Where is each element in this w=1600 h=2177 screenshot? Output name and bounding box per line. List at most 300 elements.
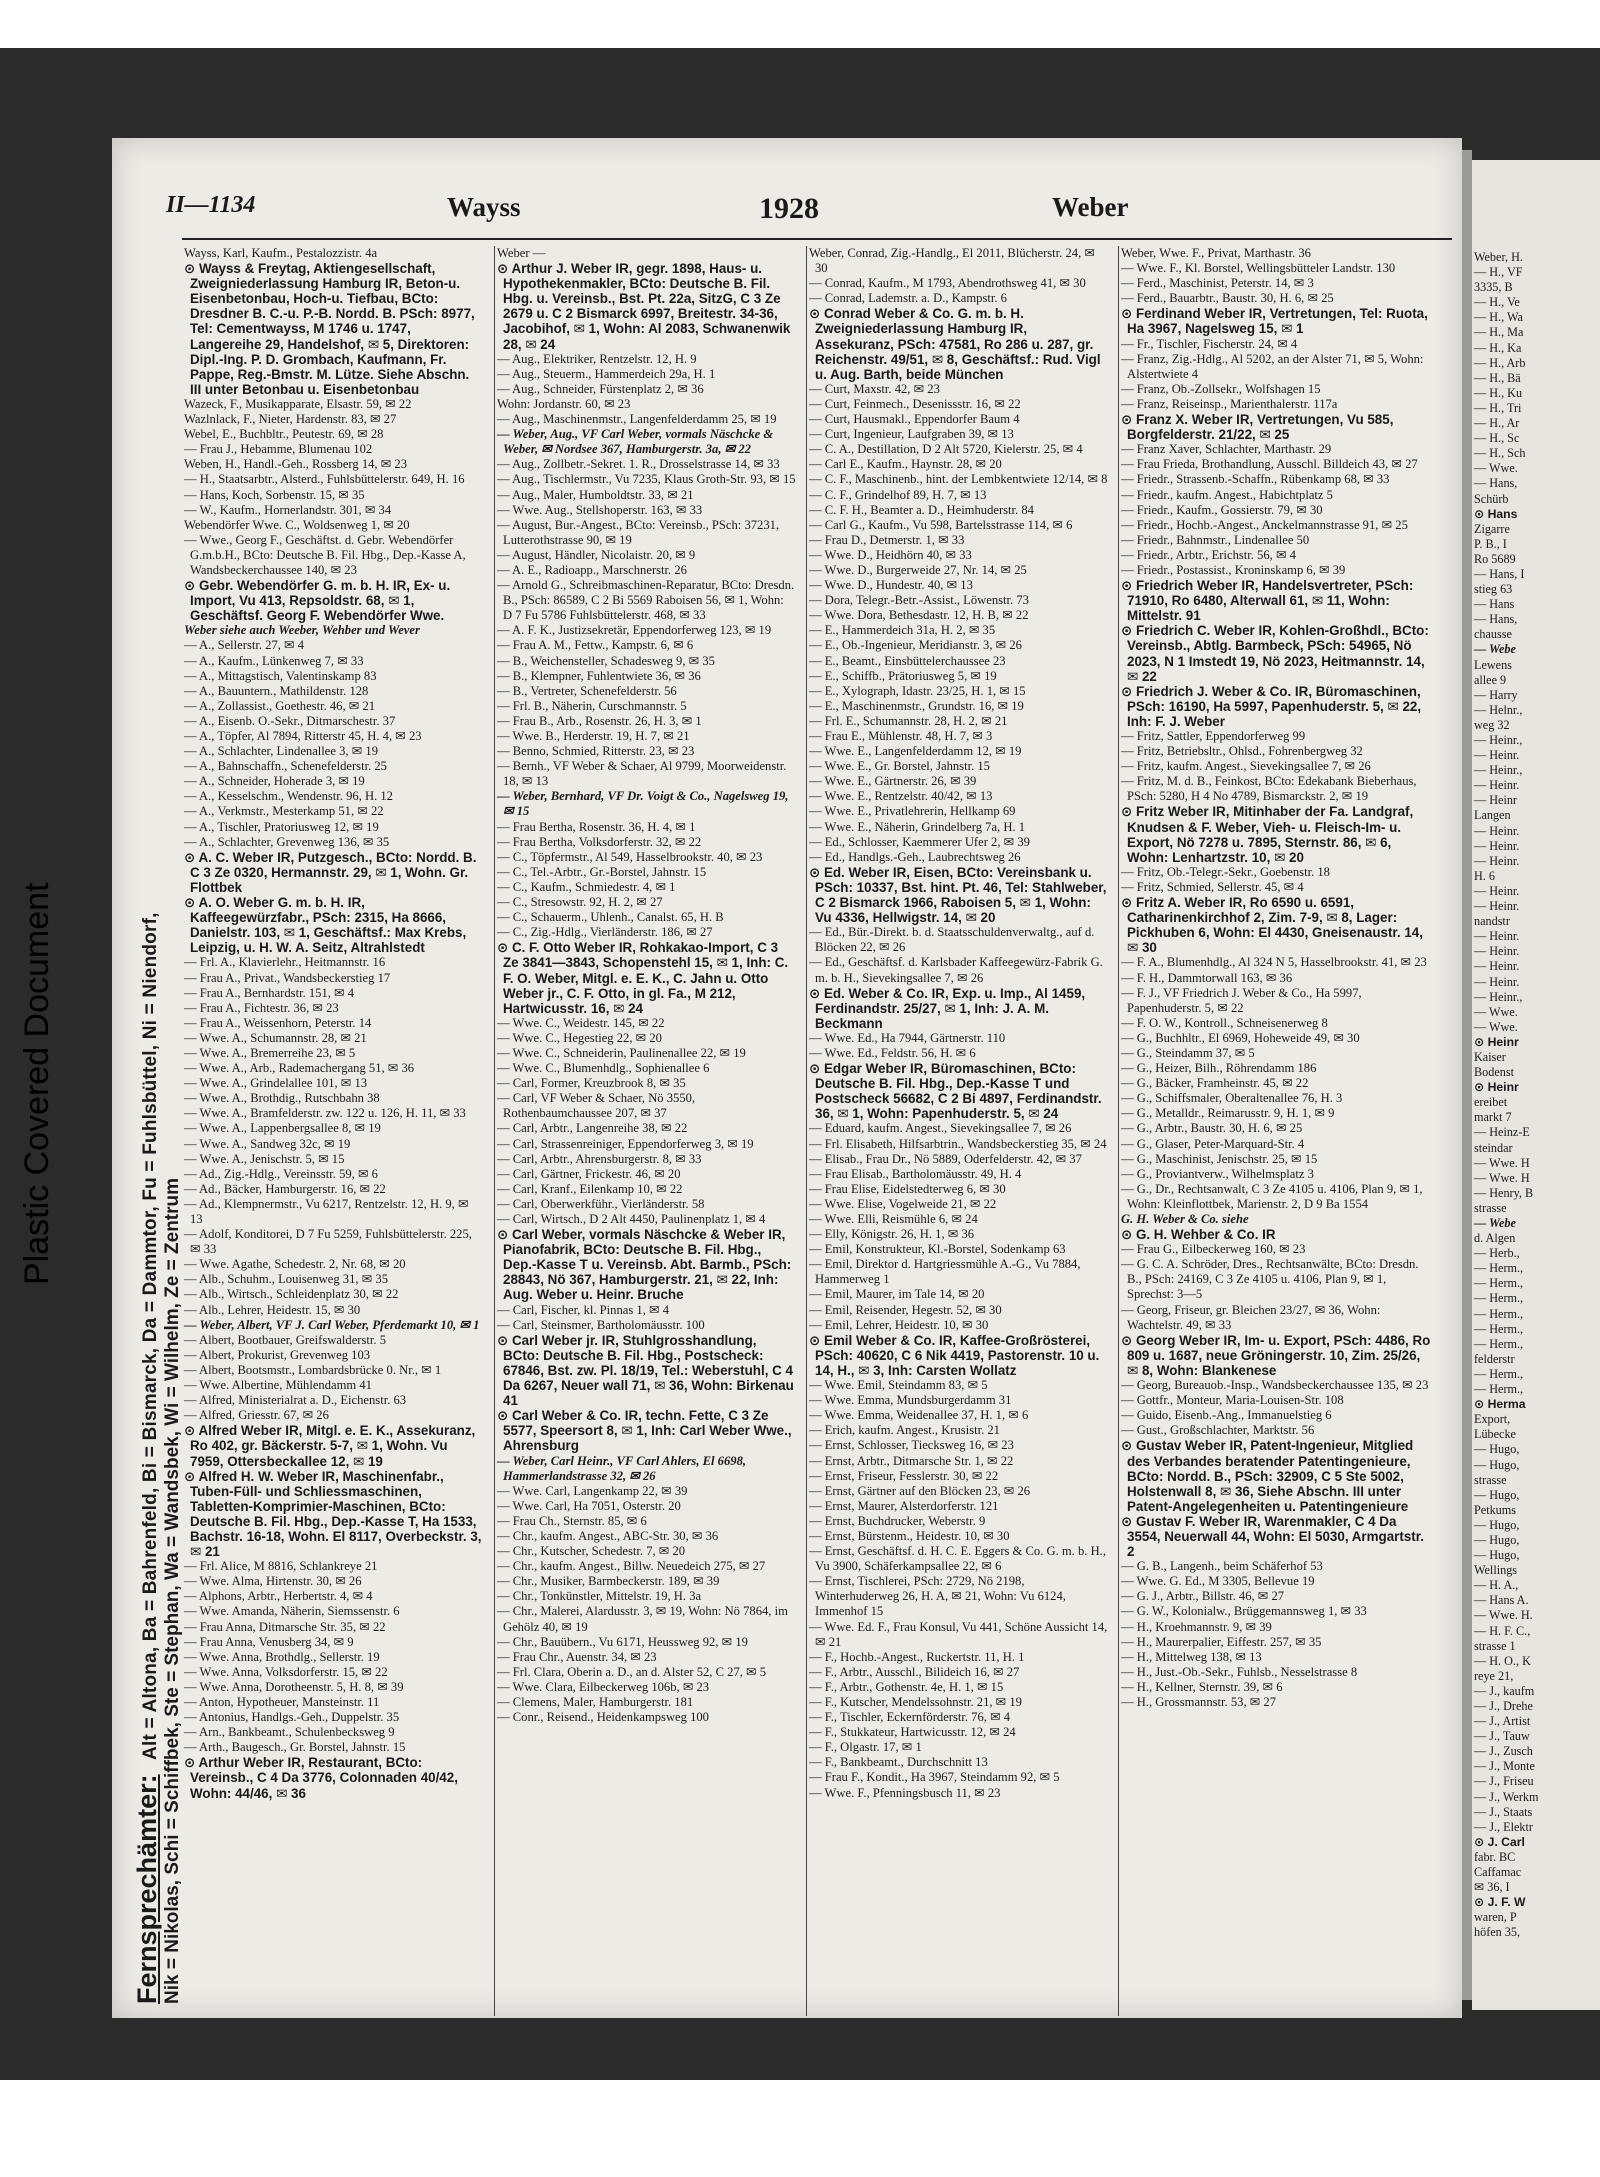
directory-entry: — Friedr., kaufm. Angest., Habichtplatz 5 (1121, 487, 1333, 502)
directory-entry: — Guido, Eisenb.-Ang., Immanuelstieg 6 (1121, 1408, 1332, 1423)
directory-entry: — Hans, Koch, Sorbenstr. 15, ✉ 35 (184, 487, 365, 502)
directory-entry: — Weber, Albert, VF J. Carl Weber, Pferdemarkt 10, ✉ 1 (184, 1317, 480, 1332)
directory-entry: — Emil, Reisender, Hegestr. 52, ✉ 30 (809, 1302, 1002, 1317)
next-page-entry: reye 21, (1474, 1668, 1514, 1683)
directory-entry: — Friedr., Hochb.-Angest., Anckelmannstrasse 91, ✉ 25 (1121, 517, 1408, 532)
directory-entry: — F., Olgastr. 17, ✉ 1 (809, 1740, 922, 1755)
directory-entry: — Conrad, Kaufm., M 1793, Abendrothsweg 41, ✉ 30 (809, 276, 1086, 291)
directory-entry: — G., Bäcker, Framheinstr. 45, ✉ 22 (1121, 1076, 1309, 1091)
directory-entry: — Wwe. Clara, Eilbeckerweg 106b, ✉ 23 (497, 1679, 710, 1694)
directory-entry: — Georg, Friseur, gr. Bleichen 23/27, ✉ 36, Wohn: Wachtelstr. 49, ✉ 33 (1121, 1302, 1381, 1332)
directory-entry: — E., Ob.-Ingenieur, Meridianstr. 3, ✉ 26 (809, 638, 1022, 653)
directory-entry: — Albert, Bootsmstr., Lombardsbrücke 0. Nr., ✉ 1 (184, 1362, 442, 1377)
directory-entry: — Curt, Ingenieur, Laufgraben 39, ✉ 13 (809, 427, 1014, 442)
directory-entry: — Wwe. Aug., Stellshoperstr. 163, ✉ 33 (497, 502, 703, 517)
next-page-entry: — Hugo, (1474, 1532, 1520, 1547)
page-number: II—1134 (166, 192, 256, 218)
next-page-entry: — Heinr (1474, 793, 1517, 808)
directory-entry: — C., Kaufm., Schmiedestr. 4, ✉ 1 (497, 879, 676, 894)
directory-entry: — Bernh., VF Weber & Schaer, Al 9799, Moorweidenstr. 18, ✉ 13 (497, 759, 787, 789)
next-page-entry: — Hugo, (1474, 1457, 1520, 1472)
directory-entry: — Ferd., Bauarbtr., Baustr. 30, H. 6, ✉ 25 (1121, 291, 1334, 306)
directory-entry: Wohn: Jordanstr. 60, ✉ 23 (497, 396, 631, 411)
directory-entry: — Alfred, Ministerialrat a. D., Eichenstr. 63 (184, 1393, 407, 1408)
directory-entry: — Emil, Konstrukteur, Kl.-Borstel, Sodenkamp 63 (809, 1242, 1066, 1257)
directory-entry: — E., Schiffb., Prätoriusweg 5, ✉ 19 (809, 668, 997, 683)
directory-entry: — A., Schneider, Hoherade 3, ✉ 19 (184, 774, 365, 789)
next-page-entry: — Hans A. (1474, 1593, 1529, 1608)
next-page-entry: P. B., I (1474, 536, 1507, 551)
directory-entry: — Wwe. A., Grindelallee 101, ✉ 13 (184, 1076, 368, 1091)
directory-entry: — B., Vertreter, Schenefelderstr. 56 (497, 683, 677, 698)
directory-entry: — Arnold G., Schreibmaschinen-Reparatur, BCto: Dresdn. B., PSch: 86589, C 2 Bi 5569 Raboisen 56, ✉ 1, Wohn: D 7 Fu 5786 Fuhlsbüttelerstr. 468, ✉ 33 (497, 578, 795, 623)
directory-entry: — Ernst, Tischlerei, PSch: 2729, Nö 2198, Winterhuderweg 26, H. A, ✉ 21, Wohn: Vu 6124, Immenhof 15 (809, 1574, 1066, 1619)
directory-page (112, 138, 1462, 2018)
directory-entry: ⊙ Arthur Weber IR, Restaurant, BCto: Vereinsb., C 4 Da 3776, Colonnaden 40/42, Wohn: 44/46, ✉ 36 (184, 1755, 458, 1801)
directory-entry: ⊙ Friedrich C. Weber IR, Kohlen-Großhdl., BCto: Vereinsb., Abtlg. Barmbeck, PSch: 54965, Nö 2023, N 1 Imstedt 19, Nö 2023, Heitmannstr. 14, ✉ 22 (1121, 623, 1429, 684)
directory-entry: ⊙ Ed. Weber & Co. IR, Exp. u. Imp., Al 1459, Ferdinandstr. 25/27, ✉ 1, Inh: J. A. M. Beckmann (809, 985, 1086, 1031)
directory-entry: — Clemens, Maler, Hamburgerstr. 181 (497, 1695, 694, 1709)
next-page-entry: — Hans, (1474, 476, 1518, 491)
next-page-entry: waren, P (1474, 1910, 1517, 1925)
directory-entry: — Chr., Bauübern., Vu 6171, Heussweg 92, ✉ 19 (497, 1634, 748, 1649)
directory-entry: — Alb., Wirtsch., Schleidenplatz 30, ✉ 22 (184, 1287, 399, 1302)
directory-entry: — F. O. W., Kontroll., Schneisenerweg 8 (1121, 1015, 1328, 1030)
directory-entry: — Frau A. M., Fettw., Kampstr. 6, ✉ 6 (497, 638, 694, 653)
directory-entry: — G. W., Kolonialw., Brüggemannsweg 1, ✉ 33 (1121, 1604, 1367, 1619)
directory-entry: — Wwe. Agathe, Schedestr. 2, Nr. 68, ✉ 20 (184, 1257, 406, 1272)
directory-entry: — Curt, Hausmakl., Eppendorfer Baum 4 (809, 412, 1020, 427)
exchange-legend (112, 254, 184, 2004)
directory-entry: — E., Hammerdeich 31a, H. 2, ✉ 35 (809, 623, 996, 638)
directory-entry: — Wwe. Anna, Brothdlg., Sellerstr. 19 (184, 1649, 380, 1664)
next-page-entry: — Hans, (1474, 612, 1518, 627)
directory-entry: ⊙ C. F. Otto Weber IR, Rohkakao-Import, C 3 Ze 3841—3843, Schopenstehl 15, ✉ 1, Inh: C. F. O. Weber, Mitgl. e. E. K., C. Jahn u. Otto Weber jr., C. F. Otto, in gl. Fa., M 212, Hartwicusstr. 16, ✉ 24 (497, 940, 789, 1016)
directory-entry: Weber, Wwe. F., Privat, Marthastr. 36 (1121, 246, 1311, 260)
directory-entry: — Gottfr., Monteur, Maria-Louisen-Str. 108 (1121, 1393, 1344, 1408)
directory-entry: — Wwe. Carl, Ha 7051, Osterstr. 20 (497, 1498, 681, 1513)
next-page-entry: — Heinr. (1474, 959, 1520, 974)
next-page-entry: — J., Artist (1474, 1714, 1531, 1729)
directory-entry: — Emil, Lehrer, Heidestr. 10, ✉ 30 (809, 1317, 989, 1332)
directory-entry: — Frau Chr., Auenstr. 34, ✉ 23 (497, 1649, 657, 1664)
directory-entry: — August, Händler, Nicolaistr. 20, ✉ 9 (497, 547, 696, 562)
directory-entry: — C., Schauerm., Uhlenh., Canalst. 65, H. B (497, 910, 724, 925)
next-page-entry: — J., Monte (1474, 1759, 1535, 1774)
next-page-entry: allee 9 (1474, 672, 1507, 687)
directory-entry: — Carl, VF Weber & Schaer, Nö 3550, Rothenbaumchaussee 207, ✉ 37 (497, 1091, 696, 1121)
directory-entry: — G., Dr., Rechtsanwalt, C 3 Ze 4105 u. 4106, Plan 9, ✉ 1, Wohn: Kleinflottbek, Marienstr. 2, D 9 Ba 1554 (1121, 1181, 1423, 1211)
directory-entry: — H., Grossmannstr. 53, ✉ 27 (1121, 1695, 1277, 1709)
directory-entry: — Curt, Feinmech., Desenissstr. 16, ✉ 22 (809, 396, 1021, 411)
directory-entry: — Wwe., Georg F., Geschäftst. d. Gebr. Webendörfer G.m.b.H., BCto: Deutsche B. Fil. Hbg., Dep.-Kasse A, Wandsbeckerchaussee 140, ✉ 23 (184, 532, 466, 577)
exchange-codes-1: Alt = Altona, Ba = Bahrenfeld, Bi = Bismarck, Da = Dammtor, Fu = Fuhlsbüttel, Ni = Niendorf, (140, 912, 161, 1760)
directory-entry: — Curt, Maxstr. 42, ✉ 23 (809, 381, 940, 396)
directory-entry: — Wwe. E., Privatlehrerin, Hellkamp 69 (809, 804, 1016, 819)
next-page-entry: — Heinr. (1474, 944, 1520, 959)
next-page-entry: — Wwe. (1474, 1004, 1518, 1019)
directory-entry: — Aug., Zollbetr.-Sekret. 1. R., Drosselstrasse 14, ✉ 33 (497, 457, 780, 472)
directory-entry: — Wwe. A., Arb., Rademachergang 51, ✉ 36 (184, 1061, 415, 1076)
directory-entry: ⊙ Fritz A. Weber IR, Ro 6590 u. 6591, Catharinenkirchhof 2, Zim. 7-9, ✉ 8, Lager: Pickhuben 6, Wohn: El 4430, Gneisenaustr. 14, ✉ 30 (1121, 895, 1423, 956)
directory-entry: — Wwe. Alma, Hirtenstr. 30, ✉ 26 (184, 1574, 362, 1589)
next-page-entry: — H., Ku (1474, 385, 1523, 400)
directory-entry: — A., Schlachter, Grevenweg 136, ✉ 35 (184, 834, 390, 849)
page-gutter (1462, 150, 1472, 2000)
directory-entry: — Fritz, kaufm. Angest., Sievekingsallee 7, ✉ 26 (1121, 759, 1371, 774)
directory-entry: — H., Maurerpalier, Eiffestr. 257, ✉ 35 (1121, 1634, 1322, 1649)
directory-entry: Wazlnlack, F., Nieter, Hardenstr. 83, ✉ 27 (184, 412, 397, 427)
next-page-entry: ⊙ Heinr (1474, 1034, 1519, 1049)
directory-entry: — F. A., Blumenhdlg., Al 324 N 5, Hasselbrookstr. 41, ✉ 23 (1121, 955, 1427, 970)
directory-entry: — Ernst, Gärtner auf den Blöcken 23, ✉ 26 (809, 1483, 1031, 1498)
directory-entry: — Frau Ch., Sternstr. 85, ✉ 6 (497, 1513, 647, 1528)
next-page-entry: — Herm., (1474, 1366, 1524, 1381)
directory-entry: ⊙ Carl Weber, vormals Näschcke & Weber IR, Pianofabrik, BCto: Deutsche B. Fil. Hbg., Dep.-Kasse T u. Vereinsb. Abt. Barmb., PSch: 28843, Nö 367, Hamburgerstr. 21, ✉ 22, Inh: Aug. Weber u. Heinr. Bruche (497, 1227, 792, 1303)
directory-entry: — Frau Anna, Venusberg 34, ✉ 9 (184, 1634, 354, 1649)
directory-entry: — G., Metalldr., Reimarusstr. 9, H. 1, ✉ 9 (1121, 1106, 1335, 1121)
next-page-entry: — Heinr. (1474, 974, 1520, 989)
directory-entry: — Aug., Maler, Humboldtstr. 33, ✉ 21 (497, 487, 694, 502)
directory-entry: ⊙ Gebr. Webendörfer G. m. b. H. IR, Ex- u. Import, Vu 413, Repsoldstr. 68, ✉ 1, Geschäftsf. Georg F. Webendörfer Wwe. (184, 578, 451, 624)
next-page-entry: — H., Sc (1474, 431, 1520, 446)
directory-entry: — Wwe. E., Näherin, Grindelberg 7a, H. 1 (809, 819, 1026, 834)
next-page-entry: — Heinr. (1474, 823, 1520, 838)
next-page-entry: — Herm., (1474, 1276, 1524, 1291)
directory-entry: — Wwe. E., Gr. Borstel, Jahnstr. 15 (809, 759, 990, 774)
directory-entry: — F., Tischler, Eckernförderstr. 76, ✉ 4 (809, 1710, 1011, 1725)
directory-entry: — Wwe. Anna, Volksdorferstr. 15, ✉ 22 (184, 1664, 388, 1679)
directory-entry: — F., Stukkateur, Hartwicusstr. 12, ✉ 24 (809, 1725, 1016, 1740)
next-page-entry: — Hugo, (1474, 1487, 1520, 1502)
directory-entry: — Carl G., Kaufm., Vu 598, Bartelsstrasse 114, ✉ 6 (809, 517, 1073, 532)
header-year: 1928 (759, 192, 819, 225)
directory-entry: — Frau F., Kondit., Ha 3967, Steindamm 92, ✉ 5 (809, 1770, 1060, 1785)
directory-entry: — Ernst, Arbtr., Ditmarsche Str. 1, ✉ 22 (809, 1453, 1014, 1468)
next-page-entry: höfen 35, (1474, 1925, 1521, 1940)
directory-entry: ⊙ Emil Weber & Co. IR, Kaffee-Großrösterei, PSch: 40620, C 6 Nik 4419, Pastorenstr. 10 u. 14, H., ✉ 3, Inh: Carsten Wollatz (809, 1332, 1100, 1378)
directory-entry: — Fritz, M. d. B., Feinkost, BCto: Edekabank Bieberhaus, PSch: 5280, H 4 No 4789, Bismarckstr. 2, ✉ 19 (1121, 774, 1417, 804)
next-page-entry: strasse (1474, 1200, 1507, 1215)
next-page-entry: ⊙ Hans (1474, 506, 1518, 521)
directory-entry: — Frl. Alice, M 8816, Schlankreye 21 (184, 1559, 378, 1574)
directory-entry: — Ad., Klempnermstr., Vu 6217, Rentzelstr. 12, H. 9, ✉ 13 (184, 1196, 469, 1226)
directory-entry: — Erich, kaufm. Angest., Krusistr. 21 (809, 1423, 1000, 1438)
next-page-entry: markt 7 (1474, 1110, 1512, 1125)
directory-entry: — Aug., Steuerm., Hammerdeich 29a, H. 1 (497, 366, 716, 381)
next-page-entry: — Hans, I (1474, 566, 1525, 581)
directory-entry: — Carl, Former, Kreuzbrook 8, ✉ 35 (497, 1076, 686, 1091)
directory-entry: Weben, H., Handl.-Geh., Rossberg 14, ✉ 23 (184, 457, 408, 472)
directory-entry: — H., Staatsarbtr., Alsterd., Fuhlsbüttelerstr. 649, H. 16 (184, 472, 465, 487)
directory-entry: — Ad., Bäcker, Hamburgerstr. 16, ✉ 22 (184, 1181, 386, 1196)
directory-entry: — Friedr., Postassist., Kroninskamp 6, ✉ 39 (1121, 562, 1346, 577)
directory-entry: — Carl, Steinsmer, Bartholomäusstr. 100 (497, 1317, 705, 1332)
next-page-entry: 3335, B (1474, 280, 1513, 295)
next-page-entry: — J., Zusch (1474, 1744, 1533, 1759)
next-page-entry: — J., Elektr (1474, 1819, 1533, 1834)
next-page-entry: — H., Bä (1474, 370, 1521, 385)
next-page-entry: — Helnr., (1474, 702, 1523, 717)
header-rule (182, 238, 1452, 240)
directory-entry: ⊙ A. C. Weber IR, Putzgesch., BCto: Nordd. B. C 3 Ze 0320, Hermannstr. 29, ✉ 1, Wohn. Gr. Flottbek (184, 849, 477, 895)
exchange-legend-line1 (132, 254, 163, 2004)
next-page-entry: — Heinz-E (1474, 1125, 1530, 1140)
next-page-entry: ereibet (1474, 1095, 1508, 1110)
next-page-entry: — Wwe. (1474, 461, 1518, 476)
directory-entry: — Wwe. Anna, Dorotheenstr. 5, H. 8, ✉ 39 (184, 1679, 404, 1694)
directory-entry: — G., Maschinist, Jenischstr. 25, ✉ 15 (1121, 1151, 1318, 1166)
directory-entry: — Frau B., Arb., Rosenstr. 26, H. 3, ✉ 1 (497, 713, 702, 728)
directory-entry: — G. C. A. Schröder, Dres., Rechtsanwälte, BCto: Dresdn. B., PSch: 24169, C 3 Ze 4105 u. 4106, Plan 9, ✉ 1, Sprechst: 3—5 (1121, 1257, 1419, 1302)
directory-entry: — Albert, Prokurist, Grevenweg 103 (184, 1347, 371, 1362)
directory-entry: — Alphons, Arbtr., Herbertstr. 4, ✉ 4 (184, 1589, 373, 1604)
next-page-entry: — H., Ma (1474, 325, 1524, 340)
directory-entry: — Anton, Hypotheuer, Mansteinstr. 11 (184, 1695, 380, 1709)
directory-entry: — G., Buchhltr., El 6969, Hoheweide 49, ✉ 30 (1121, 1030, 1360, 1045)
next-page-entry: — Heinr. (1474, 929, 1520, 944)
directory-entry: — A., Sellerstr. 27, ✉ 4 (184, 638, 305, 653)
directory-entry: — Wwe. A., Bremerreihe 23, ✉ 5 (184, 1045, 356, 1060)
directory-entry: — G. J., Arbtr., Billstr. 46, ✉ 27 (1121, 1589, 1285, 1604)
next-page-entry: Lewens (1474, 657, 1512, 672)
next-page-entry: — Heinr. (1474, 748, 1520, 763)
next-page-entry: — Herm., (1474, 1321, 1524, 1336)
directory-entry: ⊙ Friedrich J. Weber & Co. IR, Büromaschinen, PSch: 16190, Ha 5997, Papenhuderstr. 5, ✉ 22, Inh: F. J. Weber (1121, 683, 1422, 729)
directory-entry: — Franz, Ob.-Zollsekr., Wolfshagen 15 (1121, 381, 1321, 396)
directory-entry: — E., Maschinenmstr., Grundstr. 16, ✉ 19 (809, 698, 1024, 713)
next-page-entry: nandstr (1474, 914, 1510, 929)
cover-label: Plastic Covered Document (18, 882, 56, 1285)
directory-entry: — Wwe. A., Schumannstr. 28, ✉ 21 (184, 1030, 367, 1045)
next-page-entry: — H. A., (1474, 1578, 1519, 1593)
directory-entry: — Wwe. Dora, Bethesdastr. 12, H. B, ✉ 22 (809, 608, 1029, 623)
directory-entry: — A., Mittagstisch, Valentinskamp 83 (184, 668, 377, 683)
directory-entry: — E., Beamt., Einsbüttelerchaussee 23 (809, 653, 1006, 668)
directory-entry: — H., Kroehmannstr. 9, ✉ 39 (1121, 1619, 1272, 1634)
directory-entry: — Alb., Lehrer, Heidestr. 15, ✉ 30 (184, 1302, 361, 1317)
directory-entry: — Aug., Schneider, Fürstenplatz 2, ✉ 36 (497, 381, 704, 396)
directory-entry: — Antonius, Handlgs.-Geh., Duppelstr. 35 (184, 1710, 400, 1725)
directory-entry: ⊙ Arthur J. Weber IR, gegr. 1898, Haus- u. Hypothekenmakler, BCto: Deutsche B. Fil. Hbg. u. Vereinsb., Bst. Pt. 22a, SitzG, C 3 Ze 2679 u. C 2 Bismarck 6997, Breitestr. 34-36, Jacobihof, ✉ 1, Wohn: Al 2083, Schwanenwik 28, ✉ 24 (497, 261, 791, 352)
directory-entry: — Frl. E., Schumannstr. 28, H. 2, ✉ 21 (809, 713, 1008, 728)
next-page-entry: — Wwe. (1474, 1019, 1518, 1034)
directory-entry: — Weber, Bernhard, VF Dr. Voigt & Co., Nagelsweg 19, ✉ 15 (497, 789, 789, 819)
directory-entry: — Carl, Fischer, kl. Pinnas 1, ✉ 4 (497, 1302, 670, 1317)
directory-entry: — Wwe. Ed., Ha 7944, Gärtnerstr. 110 (809, 1030, 1006, 1045)
directory-entry: — A., Verkmstr., Mesterkamp 51, ✉ 22 (184, 804, 384, 819)
directory-entry: — C., Stresowstr. 92, H. 2, ✉ 27 (497, 895, 663, 910)
directory-entry: — B., Weichensteller, Schadesweg 9, ✉ 35 (497, 653, 715, 668)
directory-entry: — H., Kellner, Sternstr. 39, ✉ 6 (1121, 1679, 1283, 1694)
directory-entry: — H., Mittelweg 138, ✉ 13 (1121, 1649, 1262, 1664)
directory-entry: — Frau G., Eilbeckerweg 160, ✉ 23 (1121, 1242, 1306, 1257)
directory-entry: — Wwe. E., Langenfelderdamm 12, ✉ 19 (809, 744, 1022, 759)
directory-entry: — Frau A., Fichtestr. 36, ✉ 23 (184, 1000, 339, 1015)
next-page-entry: Zigarre (1474, 521, 1510, 536)
directory-entry: — Albert, Bootbauer, Greifswalderstr. 5 (184, 1332, 386, 1347)
next-page-entry: — H., Arb (1474, 355, 1526, 370)
next-page-entry: ⊙ Herma (1474, 1397, 1526, 1412)
exchange-codes-2: Nik = Nikolas, Schi = Schiffbek, Ste = Stephan, Wa = Wandsbek, Wi = Wilhelm, Ze = Zentrum (162, 1177, 183, 2004)
directory-entry: — Frau Elisab., Bartholomäusstr. 49, H. 4 (809, 1166, 1022, 1181)
directory-entry: — Alb., Schuhm., Louisenweg 31, ✉ 35 (184, 1272, 388, 1287)
directory-entry: — Emil, Maurer, im Tale 14, ✉ 20 (809, 1287, 985, 1302)
directory-entry: Webendörfer Wwe. C., Woldsenweg 1, ✉ 20 (184, 517, 410, 532)
directory-entry: — Fritz, Betriebsltr., Ohlsd., Fohrenbergweg 32 (1121, 744, 1363, 759)
directory-entry: — C., Zig.-Hdlg., Vierländerstr. 186, ✉ 27 (497, 925, 713, 940)
directory-entry: — Wwe. Elise, Vogelweide 21, ✉ 22 (809, 1196, 997, 1211)
directory-entry: — F. J., VF Friedrich J. Weber & Co., Ha 5997, Papenhuderstr. 5, ✉ 22 (1121, 985, 1362, 1015)
directory-entry: — Carl E., Kaufm., Haynstr. 28, ✉ 20 (809, 457, 1002, 472)
directory-entry: — G., Proviantverw., Wilhelmsplatz 3 (1121, 1166, 1314, 1181)
directory-entry: — F., Arbtr., Gothenstr. 4e, H. 1, ✉ 15 (809, 1679, 1004, 1694)
next-page-entry: — Herm., (1474, 1261, 1524, 1276)
next-page-entry: — Hans (1474, 597, 1515, 612)
directory-entry: — Benno, Schmied, Ritterstr. 23, ✉ 23 (497, 744, 695, 759)
directory-entry: — Wwe. G. Ed., M 3305, Bellevue 19 (1121, 1574, 1315, 1589)
directory-entry: — C., Tel.-Arbtr., Gr.-Borstel, Jahnstr. 15 (497, 864, 707, 879)
directory-entry: — Weber, Carl Heinr., VF Carl Ahlers, El 6698, Hammerlandstrasse 32, ✉ 26 (497, 1453, 747, 1483)
directory-entry: Webel, E., Buchbltr., Peutestr. 69, ✉ 28 (184, 427, 384, 442)
directory-entry: — Eduard, kaufm. Angest., Sievekingsallee 7, ✉ 26 (809, 1121, 1072, 1136)
directory-entry: — Ernst, Friseur, Fesslerstr. 30, ✉ 22 (809, 1468, 999, 1483)
next-page-entry: Bodenst (1474, 1065, 1514, 1080)
directory-entry: — Wwe. Emma, Weidenallee 37, H. 1, ✉ 6 (809, 1408, 1029, 1423)
directory-entry: — Wwe. Ed. F., Frau Konsul, Vu 441, Schöne Aussicht 14, ✉ 21 (809, 1619, 1108, 1649)
directory-entry: — Ed., Geschäftsf. d. Karlsbader Kaffeegewürz-Fabrik G. m. b. H., Sievekingsallee 7, ✉ 26 (809, 955, 1103, 985)
directory-entry: — Aug., Tischlermstr., Vu 7235, Klaus Groth-Str. 93, ✉ 15 (497, 472, 796, 487)
directory-entry: — W., Kaufm., Hornerlandstr. 301, ✉ 34 (184, 502, 392, 517)
directory-entry: — Wwe. D., Hundestr. 40, ✉ 13 (809, 578, 973, 593)
next-page-entry: Caffamac (1474, 1865, 1522, 1880)
next-page-entry: Langen (1474, 808, 1511, 823)
next-page-entry: Ro 5689 (1474, 551, 1516, 566)
directory-entry: — Ernst, Buchdrucker, Weberstr. 9 (809, 1513, 986, 1528)
directory-entry: — Chr., Musiker, Barmbeckerstr. 189, ✉ 39 (497, 1574, 720, 1589)
directory-entry: ⊙ Edgar Weber IR, Büromaschinen, BCto: Deutsche B. Fil. Hbg., Dep.-Kasse T und Postscheck 56682, C 2 Bi 4897, Ferdinandstr. 36, ✉ 1, Wohn: Papenhuderstr. 5, ✉ 24 (809, 1061, 1102, 1122)
directory-entry: — Fritz, Schmied, Sellerstr. 45, ✉ 4 (1121, 879, 1304, 894)
next-page-entry: — Heinr. (1474, 883, 1520, 898)
next-page-entry: weg 32 (1474, 717, 1510, 732)
directory-entry: — Wwe. D., Heidhörn 40, ✉ 33 (809, 547, 972, 562)
directory-entry: — C., Töpfermstr., Al 549, Hasselbrookstr. 40, ✉ 23 (497, 849, 763, 864)
directory-entry: — Carl, Oberwerkführ., Vierländerstr. 58 (497, 1196, 705, 1211)
next-page-entry: H. 6 (1474, 868, 1495, 883)
directory-entry: — Conrad, Lademstr. a. D., Kampstr. 6 (809, 291, 1007, 306)
directory-entry: — Wwe. A., Brothdig., Rutschbahn 38 (184, 1091, 380, 1106)
directory-entry: — Weber, Aug., VF Carl Weber, vormals Näschcke & Weber, ✉ Nordsee 367, Hamburgerstr. 3a, ✉ 22 (497, 427, 774, 457)
directory-entry: — A., Zollassist., Goethestr. 46, ✉ 21 (184, 698, 376, 713)
next-page-entry: Wellings (1474, 1563, 1518, 1578)
directory-entry: — A., Schlachter, Lindenallee 3, ✉ 19 (184, 744, 379, 759)
next-page-entry: — Hugo, (1474, 1517, 1520, 1532)
directory-entry: — Frau E., Mühlenstr. 48, H. 7, ✉ 3 (809, 729, 993, 743)
next-page-entry: — Webe (1474, 642, 1516, 657)
directory-entry: — Frau Bertha, Volksdorferstr. 32, ✉ 22 (497, 834, 702, 849)
directory-entry: ⊙ Alfred Weber IR, Mitgl. e. E. K., Assekuranz, Ro 402, gr. Bäckerstr. 5-7, ✉ 1, Wohn. Vu 7959, Ottersbeckallee 12, ✉ 19 (184, 1423, 476, 1469)
next-page-entry: Weber, H. (1474, 250, 1523, 264)
directory-entry: — Franz, Reiseinsp., Marienthalerstr. 117a (1121, 396, 1338, 411)
directory-entry: — Wwe. A., Sandweg 32c, ✉ 19 (184, 1136, 351, 1151)
directory-entry: — Carl, Arbtr., Ahrensburgerstr. 8, ✉ 33 (497, 1151, 702, 1166)
directory-entry: — Ernst, Maurer, Alsterdorferstr. 121 (809, 1498, 999, 1513)
directory-entry: Wazeck, F., Musikapparate, Elsastr. 59, ✉ 22 (184, 396, 412, 411)
directory-entry: — A. F. K., Justizsekretär, Eppendorferweg 123, ✉ 19 (497, 623, 772, 638)
next-page-entry: — H., Ar (1474, 416, 1520, 431)
next-page-entry: — H., VF (1474, 265, 1523, 280)
next-page-entry: Petkums (1474, 1502, 1516, 1517)
directory-entry: — Frau D., Detmerstr. 1, ✉ 33 (809, 532, 965, 547)
directory-entry: — August, Bur.-Angest., BCto: Vereinsb., PSch: 37231, Lutterothstrasse 90, ✉ 19 (497, 517, 780, 547)
directory-entry: — F., Arbtr., Ausschl., Bilideich 16, ✉ 27 (809, 1664, 1020, 1679)
directory-entry: — Franz Xaver, Schlachter, Marthastr. 29 (1121, 442, 1332, 457)
directory-entry: ⊙ Ed. Weber IR, Eisen, BCto: Vereinsbank u. PSch: 10337, Bst. hint. Pt. 46, Tel: Stahlweber, C 2 Bismarck 1966, Raboisen 5, ✉ 1, Wohn: Vu 4336, Hellwigstr. 14, ✉ 20 (809, 864, 1107, 926)
directory-entry: — Wwe. Emil, Steindamm 83, ✉ 5 (809, 1378, 988, 1393)
directory-entry: — Georg, Bureauob.-Insp., Wandsbeckerchaussee 135, ✉ 23 (1121, 1378, 1429, 1393)
directory-entry: — A., Kaufm., Lünkenweg 7, ✉ 33 (184, 653, 364, 668)
directory-entry: — Frau Elise, Eidelstedterweg 6, ✉ 30 (809, 1181, 1006, 1196)
next-page-entry: — Herm., (1474, 1382, 1524, 1397)
next-page-entry: ⊙ Heinr (1474, 1080, 1519, 1095)
directory-entry: ⊙ Conrad Weber & Co. G. m. b. H. Zweigniederlassung Hamburg IR, Assekuranz, PSch: 47581, Ro 286 u. 287, gr. Reichenstr. 49/51, ✉ 8, Geschäftsf.: Rud. Vigl u. Aug. Barth, beide München (809, 306, 1101, 382)
directory-entry: — Friedr., Kaufm., Gossierstr. 79, ✉ 30 (1121, 502, 1323, 517)
next-page-entry: strasse (1474, 1472, 1507, 1487)
directory-entry: — F., Bankbeamt., Durchschnitt 13 (809, 1755, 988, 1770)
directory-entry: — F. H., Dammtorwall 163, ✉ 36 (1121, 970, 1293, 985)
directory-entry: — Chr., Kutscher, Schedestr. 7, ✉ 20 (497, 1544, 686, 1559)
column-2 (494, 246, 800, 2016)
next-page-entry: — H., Tri (1474, 400, 1522, 415)
directory-entry: — Alfred, Griesstr. 67, ✉ 26 (184, 1408, 329, 1423)
directory-entry: — Carl, Arbtr., Langenreihe 38, ✉ 22 (497, 1121, 688, 1136)
next-page-entry: chausse (1474, 627, 1512, 642)
directory-entry: — Frau J., Hebamme, Blumenau 102 (184, 442, 373, 457)
directory-entry: Weber siehe auch Weeber, Wehber und Wever (184, 623, 420, 638)
next-page-entry: — Heinr. (1474, 778, 1520, 793)
directory-entry: — G. B., Langenh., beim Schäferhof 53 (1121, 1559, 1323, 1574)
directory-entry: — Wwe. F., Kl. Borstel, Wellingsbütteler Landstr. 130 (1121, 261, 1396, 276)
directory-entry: — Emil, Direktor d. Hartgriessmühle A.-G., Vu 7884, Hammerweg 1 (809, 1257, 1081, 1287)
column-4 (1118, 246, 1437, 2016)
directory-entry: — Frau A., Weissenhorn, Peterstr. 14 (184, 1015, 372, 1030)
directory-entry: — G., Schiffsmaler, Oberaltenallee 76, H. 3 (1121, 1091, 1343, 1106)
directory-entry: — Ferd., Maschinist, Peterstr. 14, ✉ 3 (1121, 276, 1314, 291)
next-page-entry: — Webe (1474, 1216, 1516, 1230)
next-page-entry: — H. F. C., (1474, 1623, 1531, 1638)
directory-entry: — Carl, Gärtner, Frickestr. 46, ✉ 20 (497, 1166, 681, 1181)
directory-entry: — Chr., Malerei, Alardusstr. 3, ✉ 19, Wohn: Nö 7864, im Gehölz 40, ✉ 19 (497, 1604, 788, 1634)
next-page-entry: — Henry, B (1474, 1185, 1534, 1200)
next-page-entry: — J., Friseu (1474, 1774, 1534, 1789)
directory-entry: — Wwe. F., Pfenningsbusch 11, ✉ 23 (809, 1785, 1001, 1800)
directory-entry: — A., Bahnschaffn., Schenefelderstr. 25 (184, 759, 387, 774)
directory-entry: — Elly, Königstr. 26, H. 1, ✉ 36 (809, 1227, 975, 1242)
directory-entry: — Fritz, Sattler, Eppendorferweg 99 (1121, 729, 1306, 743)
directory-entry: — Arn., Bankbeamt., Schulenbecksweg 9 (184, 1725, 395, 1740)
directory-entry: — Aug., Elektriker, Rentzelstr. 12, H. 9 (497, 351, 697, 366)
directory-entry: ⊙ Georg Weber IR, Im- u. Export, PSch: 4486, Ro 809 u. 1687, neue Gröningerstr. 10, Zim. 25/26, ✉ 8, Wohn: Blankenese (1121, 1332, 1431, 1378)
next-page-entry: — H., Wa (1474, 310, 1523, 325)
next-page-entry: — J., Drehe (1474, 1699, 1533, 1713)
directory-entry: — Wwe. C., Hegestieg 22, ✉ 20 (497, 1030, 662, 1045)
directory-entry: — Gust., Großschlachter, Marktstr. 56 (1121, 1423, 1315, 1438)
next-page-entry: — Hugo, (1474, 1548, 1520, 1563)
directory-entry: — Frau Anna, Ditmarsche Str. 35, ✉ 22 (184, 1619, 386, 1634)
next-page-entry: — Wwe. H (1474, 1170, 1530, 1185)
next-page-entry: — Herb., (1474, 1246, 1520, 1261)
next-page-edge (1472, 160, 1600, 2010)
